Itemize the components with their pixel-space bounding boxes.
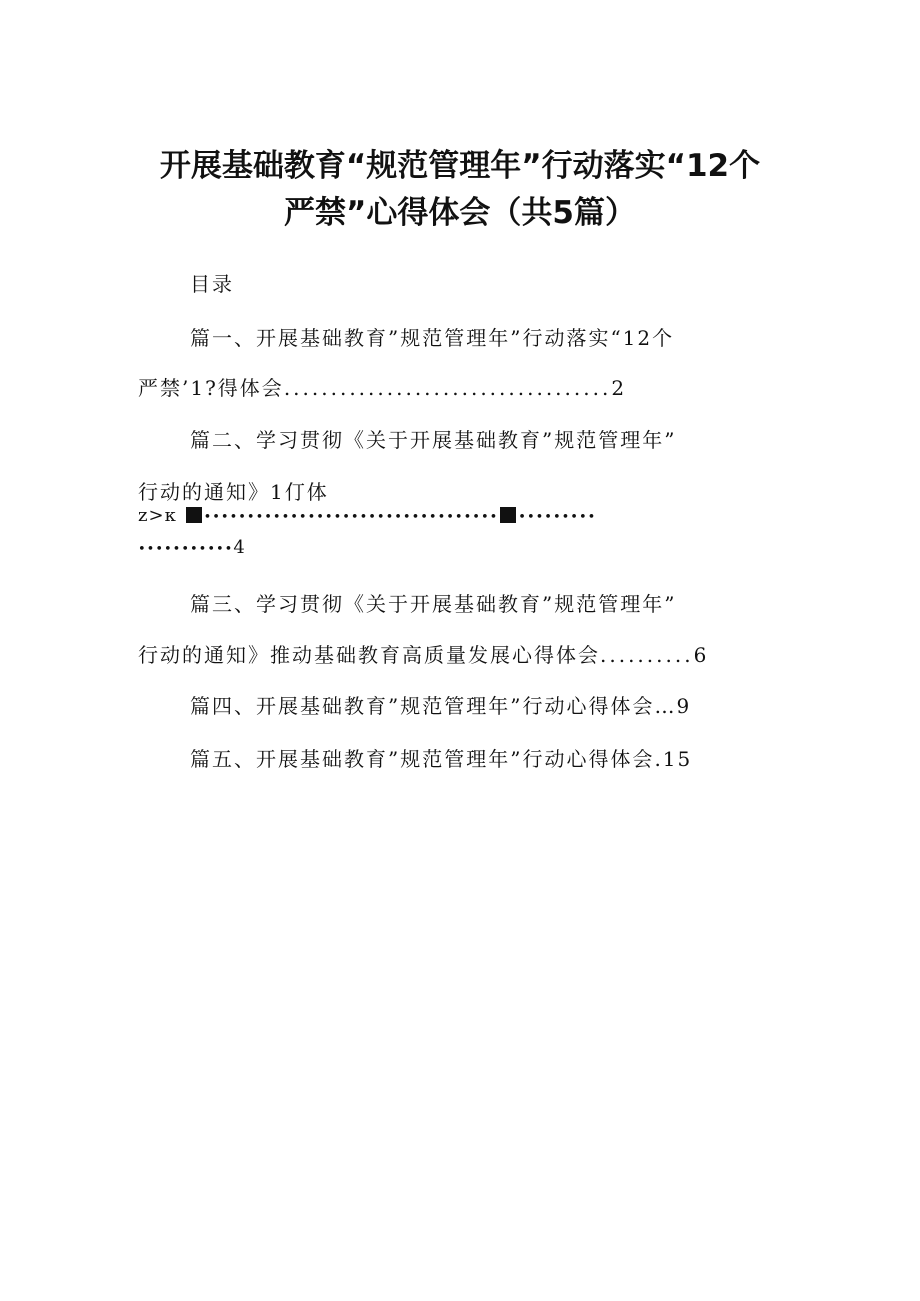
toc-entry-2-line-3[interactable]	[138, 505, 596, 526]
toc-entry-3-line-1[interactable]: 篇三、学习贯彻《关于开展基础教育”规范管理年”	[190, 592, 677, 616]
toc-entry-1-leader: ...................................	[283, 376, 612, 400]
document-title-line-1: 开展基础教育“规范管理年”行动落实“12个	[159, 148, 761, 184]
black-square-icon	[500, 507, 516, 523]
toc-entry-2-leader-b: •••••••••	[518, 510, 597, 525]
toc-entry-1-text: 严禁’1?得体会	[138, 376, 284, 400]
black-square-icon	[186, 507, 202, 523]
toc-entry-2-leader-a: ••••••••••••••••••••••••••••••••••	[203, 510, 499, 525]
toc-entry-1-page: 2	[611, 376, 627, 400]
toc-entry-2-prefix: z>κ	[138, 505, 177, 526]
toc-entry-2-line-4[interactable]	[138, 537, 246, 558]
toc-entry-3-leader: ..........	[600, 643, 694, 667]
toc-entry-3-text: 行动的通知》推动基础教育高质量发展心得体会	[138, 643, 600, 667]
toc-entry-3-page: 6	[693, 643, 709, 667]
toc-entry-5[interactable]: 篇五、开展基础教育”规范管理年”行动心得体会.15	[190, 747, 693, 771]
toc-entry-2-leader-c: •••••••••••	[138, 542, 234, 557]
document-title-line-2: 严禁”心得体会（共5篇）	[284, 195, 636, 231]
toc-entry-2-line-2[interactable]: 行动的通知》1仃体	[138, 480, 329, 504]
toc-entry-3-line-2[interactable]	[138, 639, 708, 668]
toc-entry-1-line-2[interactable]	[138, 372, 626, 401]
toc-entry-4[interactable]: 篇四、开展基础教育”规范管理年”行动心得体会…9	[190, 694, 692, 718]
toc-heading: 目录	[190, 272, 234, 296]
toc-entry-2-line-1[interactable]: 篇二、学习贯彻《关于开展基础教育”规范管理年”	[190, 428, 677, 452]
toc-entry-1-line-1[interactable]: 篇一、开展基础教育”规范管理年”行动落实“12个	[190, 326, 675, 350]
toc-entry-2-page: 4	[233, 537, 246, 558]
